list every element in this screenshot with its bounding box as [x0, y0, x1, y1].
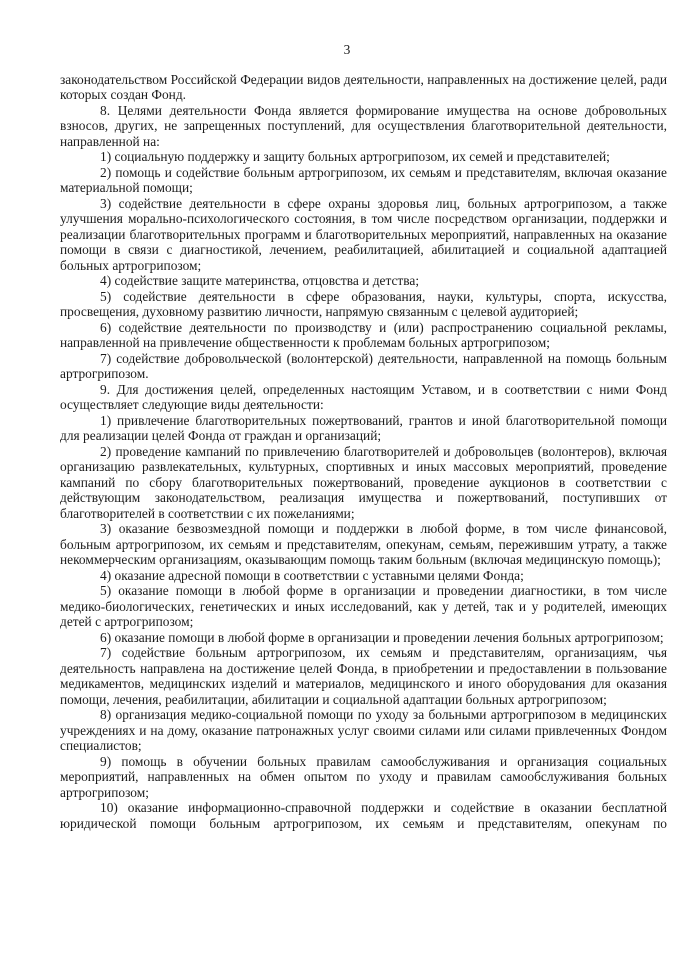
paragraph: 5) содействие деятельности в сфере образования, науки, культуры, спорта, искусства, просвещения, духовному развитию личности, напрямую связанным с целевой аудиторией;	[60, 288, 667, 319]
paragraph: 2) проведение кампаний по привлечению благотворителей и добровольцев (волонтеров), включая организацию развлекательных, культурных, спортивных и иных массовых мероприятий, проведение кампаний по сбору благотворительных пожертвований, проведение аукционов в соответствии с действующим законодательством, реализация имущества и пожертвований, поступивших от благотворителей в соответствии с их пожеланиями;	[60, 443, 667, 521]
paragraph: 3) оказание безвозмездной помощи и поддержки в любой форме, в том числе финансовой, больным артрогрипозом, их семьям и представителям, опекунам, семьям, пережившим утрату, а также некоммерческим организациям, оказывающим помощь таким больным (включая медицинскую помощь);	[60, 521, 667, 567]
paragraph: 8) организация медико-социальной помощи по уходу за больными артрогрипозом в медицинских учреждениях и на дому, оказание патронажных услуг своими силами или силами привлеченных Фондом специалистов;	[60, 707, 667, 753]
paragraph: 2) помощь и содействие больным артрогрипозом, их семьям и представителям, включая оказание материальной помощи;	[60, 164, 667, 195]
paragraph: 1) привлечение благотворительных пожертвований, грантов и иной благотворительной помощи для реализации целей Фонда от граждан и организаций;	[60, 412, 667, 443]
paragraph: 4) оказание адресной помощи в соответствии с уставными целями Фонда;	[100, 567, 524, 583]
paragraph: 8. Целями деятельности Фонда является формирование имущества на основе добровольных взносов, других, не запрещенных поступлений, для осуществления благотворительной деятельности, направленной на:	[60, 102, 667, 149]
paragraph: 6) содействие деятельности по производству и (или) распространению социальной рекламы, направленной на привлечение общественности к проблемам больных артрогрипозом;	[60, 319, 667, 350]
paragraph: 9) помощь в обучении больных правилам самообслуживания и организация социальных мероприятий, направленных на обмен опытом по уходу и правилам самообслуживания больных артрогрипозом;	[60, 753, 667, 800]
page-number: 3	[343, 42, 351, 57]
document-text	[0, 58, 678, 832]
paragraph: 6) оказание помощи в любой форме в организации и проведении лечения больных артрогрипозом;	[100, 629, 664, 645]
paragraph: законодательством Российской Федерации видов деятельности, направленных на достижение целей, ради которых создан Фонд.	[60, 71, 667, 102]
paragraph: 10) оказание информационно-справочной поддержки и содействие в оказании бесплатной юридической помощи больным артрогрипозом, их семьям и представителям, опекунам по	[60, 800, 667, 831]
paragraph: 5) оказание помощи в любой форме в организации и проведении диагностики, в том числе медико-биологических, генетических и иных исследований, как у детей, так и у родителей, имеющих детей с артрогрипозом;	[60, 583, 667, 629]
paragraph: 7) содействие добровольческой (волонтерской) деятельности, направленной на помощь больным артрогрипозом.	[60, 350, 667, 381]
paragraph: 4) содействие защите материнства, отцовства и детства;	[100, 273, 420, 288]
paragraph: 3) содействие деятельности в сфере охраны здоровья лиц, больных артрогрипозом, а также улучшения морально-психологического состояния, в том числе посредством организации, поддержки и реализации благотворительных программ и благотворительных мероприятий, направленных на оказание помощи в связи с диагностикой, лечением, реабилитацией, абилитацией и социальной адаптацией больных артрогрипозом;	[60, 195, 667, 273]
paragraph: 9. Для достижения целей, определенных настоящим Уставом, и в соответствии с ними Фонд осуществляет следующие виды деятельности:	[60, 381, 667, 412]
paragraph: 7) содействие больным артрогрипозом, их семьям и представителям, организациям, чья деятельность направлена на достижение целей Фонда, в приобретении и предоставлении в пользование медикаментов, медицинских изделий и материалов, медицинского и иного оборудования для оказания помощи, лечения, реабилитации, абилитации и социальной адаптации больных артрогрипозом;	[60, 645, 667, 707]
paragraph: 1) социальную поддержку и защиту больных артрогрипозом, их семей и представителей;	[100, 149, 610, 164]
